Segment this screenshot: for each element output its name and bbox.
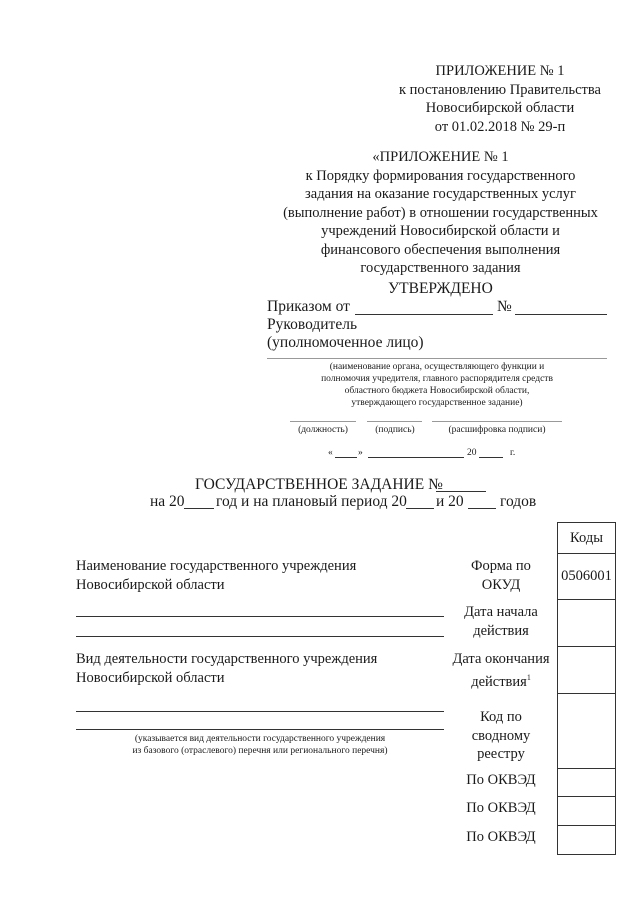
okud-code-cell[interactable]: 0506001 [558,554,616,600]
org-note-line-4: утверждающего государственное задание) [351,398,523,408]
plan-year-2-field[interactable] [468,508,496,509]
okud-label [445,557,557,594]
period-year-field[interactable] [184,508,214,509]
start-date-line-1: Дата начала [464,604,538,620]
okved-cell-1[interactable] [558,769,616,797]
end-date-line-1: Дата окончания [452,651,550,667]
order-number-field[interactable] [515,314,607,315]
appendix2-line-1: к Порядку формирования государственного [305,167,576,184]
okved-label-2: По ОКВЭД [466,800,536,816]
institution-name-line-2: Новосибирской области [76,576,225,593]
order-number-sign: № [497,298,512,315]
activity-line-2: Новосибирской области [76,669,225,686]
date-close-quote: » [358,448,363,458]
end-date-line-2 [445,669,557,691]
okud-label-line-1: Форма по [471,558,531,574]
institution-name-label [76,557,356,594]
institution-name-field-1[interactable] [76,616,444,617]
period-prefix: на 20 [150,493,185,510]
org-note-line-2: полномочия учредителя, главного распорядителя средств [321,374,553,384]
appendix2-line-2: задания на оказание государственных услуг [305,186,576,202]
period-and: и 20 [436,493,464,510]
appendix2-block [268,148,613,278]
activity-note-line-1: (указывается вид деятельности государственного учреждения [134,734,386,744]
end-date-cell[interactable] [558,647,616,694]
period-middle: год и на плановый период 20 [216,493,407,510]
start-date-cell[interactable] [558,600,616,647]
okved-label-3: По ОКВЭД [466,829,536,845]
registry-code-label [445,708,557,764]
footnote-1: 1 [526,672,531,682]
head-label: Руководитель [267,316,358,333]
date-day-field[interactable] [335,457,357,458]
registry-line-2: сводному [471,727,531,744]
okud-label-line-2: ОКУД [481,576,521,593]
start-date-label [445,603,557,640]
appendix2-line-5: финансового обеспечения выполнения [320,241,561,258]
approval-title: УТВЕРЖДЕНО [388,280,493,297]
appendix2-line-3: (выполнение работ) в отношении государственных [283,204,598,221]
activity-note [76,733,444,757]
okved-label-1: По ОКВЭД [466,772,536,788]
appendix2-title: «ПРИЛОЖЕНИЕ № 1 [372,149,509,165]
registry-line-1: Код по [480,709,522,725]
activity-field-1[interactable] [76,711,444,712]
decoding-field[interactable] [432,421,562,422]
org-note-line-3: областного бюджета Новосибирской области, [344,386,530,396]
appendix-line-2: Новосибирской области [425,100,575,116]
task-title: ГОСУДАРСТВЕННОЕ ЗАДАНИЕ № [195,476,443,493]
appendix-line-1: к постановлению Правительства [399,81,601,98]
date-year-field[interactable] [479,457,503,458]
registry-code-cell[interactable] [558,694,616,769]
end-date-line-2-text: действия [471,673,527,690]
org-name-field[interactable] [267,358,607,359]
org-note-line-1: (наименование органа, осуществляющего функции и [329,362,545,372]
plan-year-1-field[interactable] [406,508,434,509]
institution-name-field-2[interactable] [76,636,444,637]
signature-field[interactable] [367,421,422,422]
order-label: Приказом от [267,298,350,315]
codes-header: Коды [558,523,616,554]
position-label: (должность) [298,425,348,435]
registry-line-3: реестру [477,746,525,762]
appendix-block [395,62,605,136]
activity-field-2[interactable] [76,729,444,730]
okved-cell-3[interactable] [558,826,616,855]
appendix-line-3: от 01.02.2018 № 29-п [434,118,566,135]
date-year-suffix: г. [510,448,516,458]
period-suffix: годов [500,493,537,510]
signature-label: (подпись) [375,425,415,435]
activity-label [76,650,377,687]
org-note [267,361,607,409]
order-date-field[interactable] [355,314,493,315]
authorized-label: (уполномоченное лицо) [267,334,424,351]
codes-table [557,522,616,855]
decoding-label: (расшифровка подписи) [448,425,546,435]
institution-name-line-1: Наименование государственного учреждения [76,558,357,574]
appendix2-line-6: государственного задания [360,260,521,276]
date-month-field[interactable] [368,457,464,458]
activity-line-1: Вид деятельности государственного учреждения [76,651,378,667]
date-open-quote: « [328,448,333,458]
appendix-title: ПРИЛОЖЕНИЕ № 1 [435,63,565,79]
okved-cell-2[interactable] [558,797,616,826]
position-field[interactable] [290,421,356,422]
activity-note-line-2: из базового (отраслевого) перечня или регионального перечня) [132,746,388,756]
date-year-prefix: 20 [467,448,477,458]
appendix2-line-4: учреждений Новосибирской области и [321,223,560,239]
start-date-line-2: действия [473,622,529,639]
end-date-label [445,650,557,691]
